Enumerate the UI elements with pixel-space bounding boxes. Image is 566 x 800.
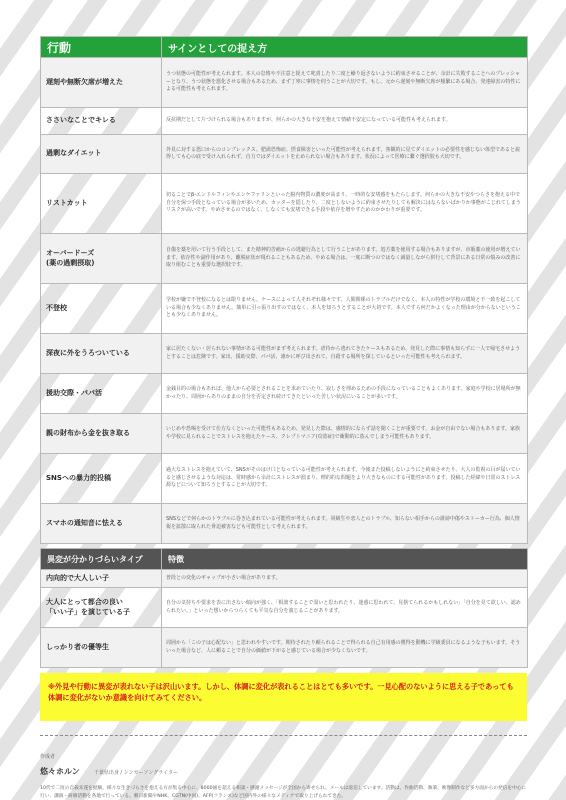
table-row <box>41 374 528 414</box>
description-cell: 学校が嫌で不登校になるとは限りません。ケースによって人それぞれ様々です。人間関係のトラブルだけでなく、本人の特性が学校の環境と不一致を起こしている場合も少なくありません。簡単に引っ張り出すのではなく、本人を知ろうとすることが大切です。本人ですら何だかよくなった理由が分からないということも少なくありません。 <box>162 284 528 334</box>
description-cell: 過大なストレスを抱えていて、SNSがそのはけ口となっている可能性が考えられます。今後また投稿しないようにと約束させたり、大人の監視の目が届いていると感じさせるような対応は、常時感から余計にストレスが溜まり、標的的な問題をより大きなものにする可能性があります。投稿した経緯や日常のストレス源などについて知ろうとすることが大切です。 <box>162 454 528 504</box>
behavior-cell: SNSへの暴力的投稿 <box>41 454 162 504</box>
table-row <box>41 108 528 135</box>
page-content <box>40 36 527 800</box>
author-role: 千葉県出身 / シンガーソングライター <box>93 770 179 776</box>
note-box: ※外見や行動に異変が表れない子は沢山います。しかし、体調に変化が表れることはとても多いです。一見心配のないように思える子であっても体調に変化がないか意識を向けてみてください。 <box>40 673 527 721</box>
table-row <box>41 414 528 454</box>
table-row <box>41 454 528 504</box>
behavior-cell: 過剰なダイエット <box>41 135 162 174</box>
behavior-cell: 援助交際・パパ活 <box>41 374 162 414</box>
type-cell: しっかり者の優等生 <box>41 628 162 668</box>
type-table <box>40 548 528 668</box>
header-type: 異変が分かりづらいタイプ <box>41 549 162 570</box>
table-row <box>41 628 528 668</box>
author-name: 悠々ホルン <box>40 767 80 776</box>
table-row <box>41 570 528 588</box>
behavior-table-header <box>41 37 528 58</box>
table-row <box>41 135 528 174</box>
feature-cell: 自分の気持ちや要求を表に出さない傾向が強く、「相談することで弱いと思われたり、迷惑に思われて、見捨てられるかもしれない」「自分を見て欲しい、認められたい。」といった想いからつらくても平気な自分を演じることがあります。 <box>162 588 528 628</box>
description-cell: うつ状態の可能性が考えられます。本人の怠惰や不注意と捉えて叱責したり二度と繰り返さないように約束させることが、余計に失敗することへのプレッシャーとなり、うつ状態を悪化させる場合もあるため、まず丁寧に事情を伺うことが大切です。もし、元から遅刻や無断欠席が頻繁にある場合、発達障害の特性による可能性も考えられます。 <box>162 58 528 108</box>
behavior-cell: 親の財布から金を抜き取る <box>41 414 162 454</box>
description-cell: SNSなどで何らかのトラブルに巻き込まれている可能性が考えられます。同級生や恋人とのトラブル、知らない相手からの誹謗中傷やストーカー行為、個人情報を拡散に取られた脅迫被害なども可能性として考えられます。 <box>162 504 528 544</box>
table-row <box>41 334 528 374</box>
behavior-cell: 不登校 <box>41 284 162 334</box>
type-table-header <box>41 549 528 570</box>
feature-cell: 普段との変化のギャップが小さい場合があります。 <box>162 570 528 588</box>
feature-cell: 周囲から「この子は心配ない」と思われやすいです。期待されたり頼られることで得られる自己有用感の獲得を動機に学級委員になるような子もいます。そういった場合など、人に頼ることで自分の価値が下がると感じている場合が少なくないです。 <box>162 628 528 668</box>
behavior-cell: リストカット <box>41 174 162 234</box>
behavior-cell: スマホの通知音に怯える <box>41 504 162 544</box>
description-cell: 外見に対する悪口からのコンプレックス、肥満恐怖症、摂食障害といった可能性が考えられます。客観的に見てダイエットの必要性を感じない体型であると説得しても心の底で受け入れられず、自力ではダイエットを止められない場合もあります。状況によって医療に繋ぐ選択肢も大切です。 <box>162 135 528 174</box>
author-bio: 10代で二度の自殺未遂を経験。様々な生きづらさを抱える方が集る中心に、8000通を超える相談・感謝メッセージが全国から寄せられ、メールは返信しています。活動は、作曲活動、執筆、映像制作など多方面からの発信を中心に行い、講演・研修活動を各地で行っている。朝日新聞やNHK、CGTN(中国)、AFP(フランス)など国内外の様々なメディアで取り上げられてきた。 <box>40 786 527 799</box>
author-section <box>40 753 527 800</box>
author-label: 作成者 <box>40 754 56 760</box>
table-row <box>41 504 528 544</box>
description-cell: 金銭目的の場合もあれば、他人から必要とされることを求めていたり、寂しさを埋めるための手段になっていることもよくあります。家庭や学校に居場所が無かったり、周囲からありのままの自分を否定され続けてきたといった苦しい状況にいることが多いです。 <box>162 374 528 414</box>
table-row <box>41 58 528 108</box>
behavior-cell: 深夜に外をうろついている <box>41 334 162 374</box>
table-row <box>41 284 528 334</box>
behavior-cell: 遅刻や無断欠席が増えた <box>41 58 162 108</box>
divider <box>40 735 527 736</box>
behavior-table <box>40 36 528 544</box>
author-row <box>40 766 527 777</box>
type-cell: 大人にとって都合の良い 「いい子」を演じている子 <box>41 588 162 628</box>
type-cell: 内向的で大人しい子 <box>41 570 162 588</box>
description-cell: 反抗期だとして片づけられる場合もありますが、何らかの大きな不安を抱えて情緒不安定になっている可能性も考えられます。 <box>162 108 528 135</box>
description-cell: 家に居たくない・居られない事情がある可能性がまず考えられます。虐待から逃れてきたケースもあるため、発見した際に事情も知らずに一人で帰宅させようとすることは危険です。家出、援助交際、パパ活、誰かに呼び出されて、自殺する場所を探しているといった可能性も考えられます。 <box>162 334 528 374</box>
description-cell: 切ることでβ-エンドルフィンやエンケファリンといった脳内物質の濃度が高まり、一時的な安堵感をもたらします。何らかの大きな不安やつらさを抱える中で自分を保つ手段となっている場合が多いため、カッターを隠したり、二度としないように約束させたりしても解決にはならないばかりか事態がこじれてしまうリスクが高いです。やめさせるのではなく、しなくても安堵できる手段や依存を増やすためのかかわりが重要です。 <box>162 174 528 234</box>
header-behavior: 行動 <box>41 37 162 58</box>
description-cell: いじめや恐喝を受けて仕方なくといった可能性もあるため、発見した際は、感情的にならず話を聞くことが重要です。お金が自由でない場合もあります。家族や学校に見られることでストレスを抱えたケース、クレプトマニア(窃盗症)で衝動的に盗んでしまう可能性もあります。 <box>162 414 528 454</box>
header-feature: 特徴 <box>162 549 528 570</box>
table-row <box>41 174 528 234</box>
table-row <box>41 588 528 628</box>
behavior-cell: ささいなことでキレる <box>41 108 162 135</box>
description-cell: 自傷を薬を用いて行う手段として、また精神的苦痛からの逃避行為として行うことがあります。処方薬を使用する場合もありますが、市販薬の使用が増えています。依存性や副作用があり、離脱症状が現れることもあるため、やめる場合は、一度に断つのではなく減量しながら併行して背景にある日常の悩みの改善に取り組むことも重要な選択肢です。 <box>162 234 528 284</box>
behavior-cell: オーバードーズ (薬の過剰摂取) <box>41 234 162 284</box>
table-row <box>41 234 528 284</box>
header-sign: サインとしての捉え方 <box>162 37 528 58</box>
